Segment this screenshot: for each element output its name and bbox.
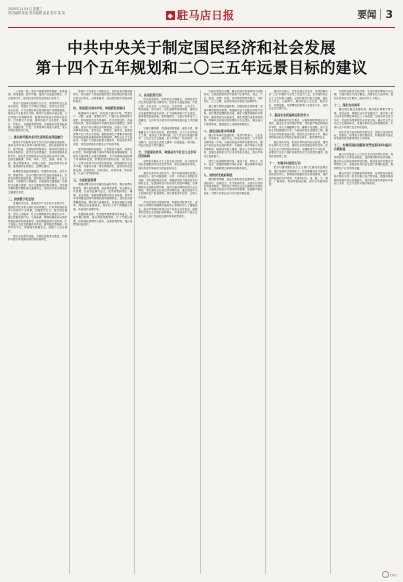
headline-line-2: 第十四个五年规划和二〇三五年远景目标的建议	[35, 58, 368, 77]
subheading: 十三、实现巩固拓展脱贫攻坚成果同乡村振兴有效衔接	[333, 143, 392, 152]
paragraph: 统筹推进基础设施建设。构建系统完备、高效实用、智能绿色、安全可靠的现代化基础设施体系。系统布局新型基础设施，加快第五代移动通信、工业互联网、大数据中心等建设。加快建设交通强国，完善综合运输大通道、综合交通枢纽和物流网络，加快城市群和都市圈轨道交通网络化，提高农村和边境地区交通通达深度。	[8, 170, 68, 194]
paragraph: 优化投资结构，保持投资合理增长，发挥投资对优化供给结构的关键作用。加快补齐基础设施、市政工程、农业农村、公共安全、生态环保、公共卫生、物资储备、防灾减灾、民生保障等领域短板，推动企业设备更新和技术改造，扩大战略性新兴产业投资。推进新型基础设施、新型城镇化、交通水利等重大工程建设，支持有利于城乡区域协调发展的重大项目建设。	[138, 98, 198, 126]
paragraph: 完善宏观经济治理。健全以国家发展规划为战略导向，以财政政策和货币政策为主要手段，就业、产业、投资、消费、环保、区域等政策紧密配合，目标优化、分工合理、高效协同的宏观经济治理体系。	[203, 90, 263, 104]
newspaper-logo	[166, 7, 235, 23]
text-column	[8, 90, 70, 574]
paragraph: 提升产业链供应链现代化水平。保持制造业比重基本稳定，巩固壮大实体经济根基。坚持自主可控、安全高效，分行业做好供应链战略设计和精准施策，推动全产业链优化升级。锻造产业链供应链长板，立足我国产业规模优势、配套优势和部分领域先发优势，打造新兴产业链，推动传统产业高端化、智能化、绿色化，发展服务型制造。完善国家质量基础设施，加强标准、计量、专利等体系和能力建设，深入开展质量提升行动。	[8, 101, 68, 133]
masthead-rule	[8, 27, 395, 28]
subheading: 七、全面深化改革，构建高水平社会主义市场经济体制	[138, 150, 197, 159]
paragraph: 畅通国内大循环。依托强大国内市场，贯通生产、分配、流通、消费各环节，打破行业垄断和地方保护，形成国民经济良性循环。优化供给结构，改善供给质量，提升供给体系对国内需求的适配性。推动金融、房地产同实体经济均衡发展，实现上下游、产供销有效衔接，促进农业、制造业、服务业、能源资源等产业门类关系协调。破除妨碍生产要素市场化配置和商品服务流通的体制机制障碍，降低全社会交易成本。完善扩大内需的政策支撑体系，形成需求牵引供给、供给创造需求的更高水平动态平衡。	[73, 111, 133, 146]
watermark-text: ZMD	[389, 573, 397, 578]
text-column	[334, 90, 395, 574]
paragraph: 深化土地管理制度改革。推进土地、劳动力、资本、技术、数据等要素市场化改革。健全要素市场运行机制，完善要素交易规则和服务体系。	[203, 159, 263, 170]
paragraph: 因地制宜推进农村改厕、生活垃圾处理和污水治理，实施河湖水系综合整治，改善农村人居环境。提高农民科技文化素质，推动乡村人才振兴。	[333, 90, 394, 100]
paragraph: 强化绿色导向、标准引领和质量安全监管，建设农业现代化示范区。推动农业供给侧结构性改革，优化农业生产结构和区域布局，加强粮食生产功能区、重要农产品生产保护区和特色农产品优势区建设，推进优质粮食工程。	[268, 140, 328, 158]
paragraph: 坚持和完善社会主义基本经济制度，充分发挥市场在资源配置中的决定性作用，更好发挥政府作用，推动有效市场和有为政府更好结合。	[138, 159, 198, 170]
paragraph: 发展服务消费，放宽服务消费领域市场准入。完善节假日制度，落实带薪休假制度，扩大节假日消费。培育国际消费中心城市。改善消费环境，强化消费者权益保护。	[73, 212, 133, 226]
paragraph: 发展数字经济，推进数字产业化和产业数字化，推动数字经济和实体经济深度融合，打造具有国际竞争力的数字产业集群。加强数字社会、数字政府建设，提升公共服务、社会治理等数字化智能化水平。建立数据资源产权、交易流通、跨境传输和安全保护等基础制度和标准规范，推动数据资源开发利用。扩大基础公共信息数据有序开放，建设国家数据统一共享开放平台。保障国家数据安全，加强个人信息保护。	[8, 202, 68, 233]
text-column	[73, 90, 135, 574]
text-column	[204, 90, 266, 574]
paragraph: 深化农村宅基地制度改革试点，探索宅基地所有权、资格权、使用权分置实现形式。积极探索实施农村集体经营性建设用地入市制度。	[333, 130, 394, 141]
paragraph: 健全农村社会保障和救助制度。在西部地区脱贫县中集中支持一批乡村振兴重点帮扶县，增强其巩固脱贫成果及内生发展能力。坚持和完善东西部协作和对口支援、社会力量参与帮扶等机制。	[333, 171, 394, 186]
paragraph: 健全城乡融合发展机制，推动城乡要素平等交换、双向流动，增强农业农村发展活力。落实第二轮土地承包到期后再延长三十年政策，加快培育农民合作社、家庭农场等新型农业经营主体，健全农业专业化社会化服务体系，发展多种形式适度规模经营，实现小农户和现代农业有机衔接。	[333, 108, 394, 129]
issue-meta	[8, 7, 65, 16]
issue-editors: 责任编辑 张某 美术编辑 某某 校对 某 某	[8, 11, 66, 16]
section-header	[357, 7, 393, 21]
masthead	[8, 5, 395, 27]
paragraph: 健全市场体系基础制度，坚持平等准入、公正监管、开放有序、诚信守法，形成高效规范、公平竞争的国内统一市场。实施高标准市场体系建设行动。健全产权执法司法保护制度。实施统一的市场准入负面清单制度。继续放宽准入限制。健全公平竞争审查机制，加强反垄断和反不正当竞争执法司法，提升市场综合监管能力。	[203, 134, 263, 158]
headline-rule	[8, 86, 395, 87]
paragraph: 建立农村低收入人口和欠发达地区帮扶机制，保持财政投入力度总体稳定，接续推进脱贫地区发展。健全防止返贫监测和帮扶机制，做好易地扶贫搬迁后续帮扶工作，加强扶贫项目资金资产管理和监督，推动特色产业可持续发展。	[333, 152, 394, 170]
paragraph: 优化民营经济发展环境，构建亲清政商关系，促进非公有制经济健康发展和非公有制经济人士健康成长，依法平等保护民营企业产权和企业家权益，破除制约民营企业发展的各种壁垒，完善促进中小微企业和个体工商户发展的法律环境和政策体系。	[138, 200, 198, 218]
subheading: 五、全面促进消费	[73, 177, 97, 182]
paragraph: 促进国内国际双循环。立足国内大循环，发挥比较优势，协同推进强大国内市场和贸易强国建设，以国内大循环吸引全球资源要素，充分利用国内国际两个市场两种资源，积极促进内需和外需、进口和出口、引进外资和对外投资协调发展，促进国际收支基本平衡。完善内外贸一体化调控体系，促进内外贸法律法规、监管体制、经营资质、质量标准、检验检疫、认证认可等相衔接。	[73, 147, 133, 176]
subheading: 十二、深化农村改革	[333, 102, 360, 107]
subheading: 九、加快转变政府职能	[203, 172, 233, 177]
subheading: 十、提高农业质量效益和竞争力	[268, 113, 310, 118]
headline	[8, 38, 395, 78]
paragraph: 推动生产性服务业向专业化和价值链高端延伸，推动各类市场主体参与服务供给，加快发展研发设计、现代物流、法律服务等服务业，推动现代服务业同先进制造业、现代农业深度融合，加快推进服务业数字化。推动生活性服务业向高品质和多样化升级，加快发展健康、养老、育幼、文化、旅游、体育、家政、物业等服务业，加强公益性、基础性服务业供给。推进服务业标准化、品牌化建设。	[8, 140, 68, 169]
paragraph: 建立现代财税金融体制。加强财政资源统筹，加强中期财政规划管理，增强国家重大战略任务财力保障。深化预算管理制度改革，强化对预算编制的宏观指导。推进财政支出标准化，强化预算约束和绩效管理。明确中央和地方政府事权与支出责任，健全省以下财政体制，增强基层公共服务保障能力。	[203, 105, 263, 126]
subheading: 四、形成强大国内市场，构建新发展格局	[73, 106, 126, 111]
logo-text: 駐马店日报	[177, 9, 235, 22]
paragraph: 把乡村建设摆在社会主义现代化建设的重要位置。强化县城综合服务能力，把乡镇建设成为服务农民的区域中心。统筹县域城镇和村庄规划建设，保护传统村落和乡村风貌。完善乡村水、电、路、气、通信、广播电视、物流等基础设施，提升农房建设质量。	[268, 166, 328, 187]
article-body	[8, 90, 395, 574]
subheading: 八、建设高标准市场体系	[203, 128, 236, 133]
paragraph: 激发各类市场主体活力。毫不动摇巩固和发展公有制经济，毫不动摇鼓励、支持、引导非公有制经济发展。深化国资国企改革，做强做优做大国有资本和国有企业。加快国有经济布局优化和结构调整，发挥国有经济战略支撑作用。加快完善中国特色现代企业制度，深化国有企业混合所有制改革。健全管资本为主的国有资产监管体制，深化国有资本投资、运营公司改革。	[138, 171, 198, 199]
paragraph: 实施川藏铁路、西部陆海新通道、国家水网、雅鲁藏布江下游水电开发、星际探测、北斗产业化等重大工程，推进重大科研设施、重大生态系统保护修复、公共卫生应急保障、重大引调水、防洪减灾、送电输气、沿边沿江沿海交通等一批强基础、增功能、利长远的重大项目建设。	[138, 127, 198, 148]
paragraph: 提升全民数字技能，实现信息服务全覆盖。积极参与数字领域国际规则和标准制定。	[8, 234, 68, 242]
paragraph: 增强消费对经济发展的基础性作用，顺应消费升级趋势，提升传统消费，培育新型消费，适当增加公共消费。以质量品牌为重点，促进消费向绿色、健康、安全发展，鼓励消费新模式新业态发展。推动汽车等消费品由购买管理向使用管理转变，促进住房消费健康发展。健全现代流通体系，发展无接触交易服务，降低企业流通成本，促进线上线下消费融合发展，开拓城乡消费市场。	[73, 183, 133, 211]
paragraph: 适应确保国计民生要求，以保障国家粮食安全为底线，健全农业支持保护制度。坚持最严格的耕地保护制度，深入实施藏粮于地、藏粮于技战略，加大农业水利设施建设力度，实施高标准农田建设工程，强化农业科技和装备支撑，提高农业良种化水平，健全动物防疫和农作物病虫害防治体系，建设智慧农业。	[268, 118, 328, 139]
subheading: 十一、实施乡村建设行动	[268, 160, 301, 165]
subheading: 六、拓展投资空间	[138, 92, 162, 97]
page-number: 3	[385, 7, 393, 21]
paragraph: 建设职责明确、依法行政的政府治理体系。深化简政放权、放管结合、优化服务改革，全面实行政府权责清单制度。持续优化市场化法治化国际化营商环境。实施涉企经营许可事项清单管理，加强事中事后监管，对新产业新业态实行包容审慎监管。	[203, 178, 263, 195]
text-column	[269, 90, 331, 574]
issue-date: 2020年11月4日 星期三	[8, 7, 43, 11]
paragraph: （上接第一版）坚定不移建设制造强国、质量强国、网络强国、数字中国，推进产业基础高级化、产业链现代化，提高经济质量效益和核心竞争力。	[8, 90, 68, 100]
watermark-icon	[382, 571, 389, 578]
watermark	[382, 571, 397, 578]
paragraph: 坚持扩大内需这个战略基点，加快培育完整内需体系，把实施扩大内需战略同深化供给侧结构性改革有机结合起来，以创新驱动、高质量供给引领和创造新需求。	[73, 90, 133, 104]
subheading: 二、推动现代服务业同先进制造业深度融合	[8, 135, 63, 140]
paragraph: 推进乡村振兴，优先发展农业农村。坚持把解决好“三农”问题作为全党工作重中之重，走中国特色社会主义乡村振兴道路，全面实施乡村振兴战略，强化以工补农、以城带乡，推动形成工农互促、城乡互补、协调发展、共同繁荣的新型工农城乡关系，加快农业农村现代化。	[268, 90, 328, 111]
section-divider	[380, 9, 381, 20]
section-name: 要闻	[357, 10, 377, 21]
headline-line-1: 中共中央关于制定国民经济和社会发展	[67, 38, 336, 57]
logo-icon: ◆	[167, 11, 174, 20]
text-column	[138, 90, 200, 574]
subheading: 三、加快数字化发展	[8, 196, 35, 201]
